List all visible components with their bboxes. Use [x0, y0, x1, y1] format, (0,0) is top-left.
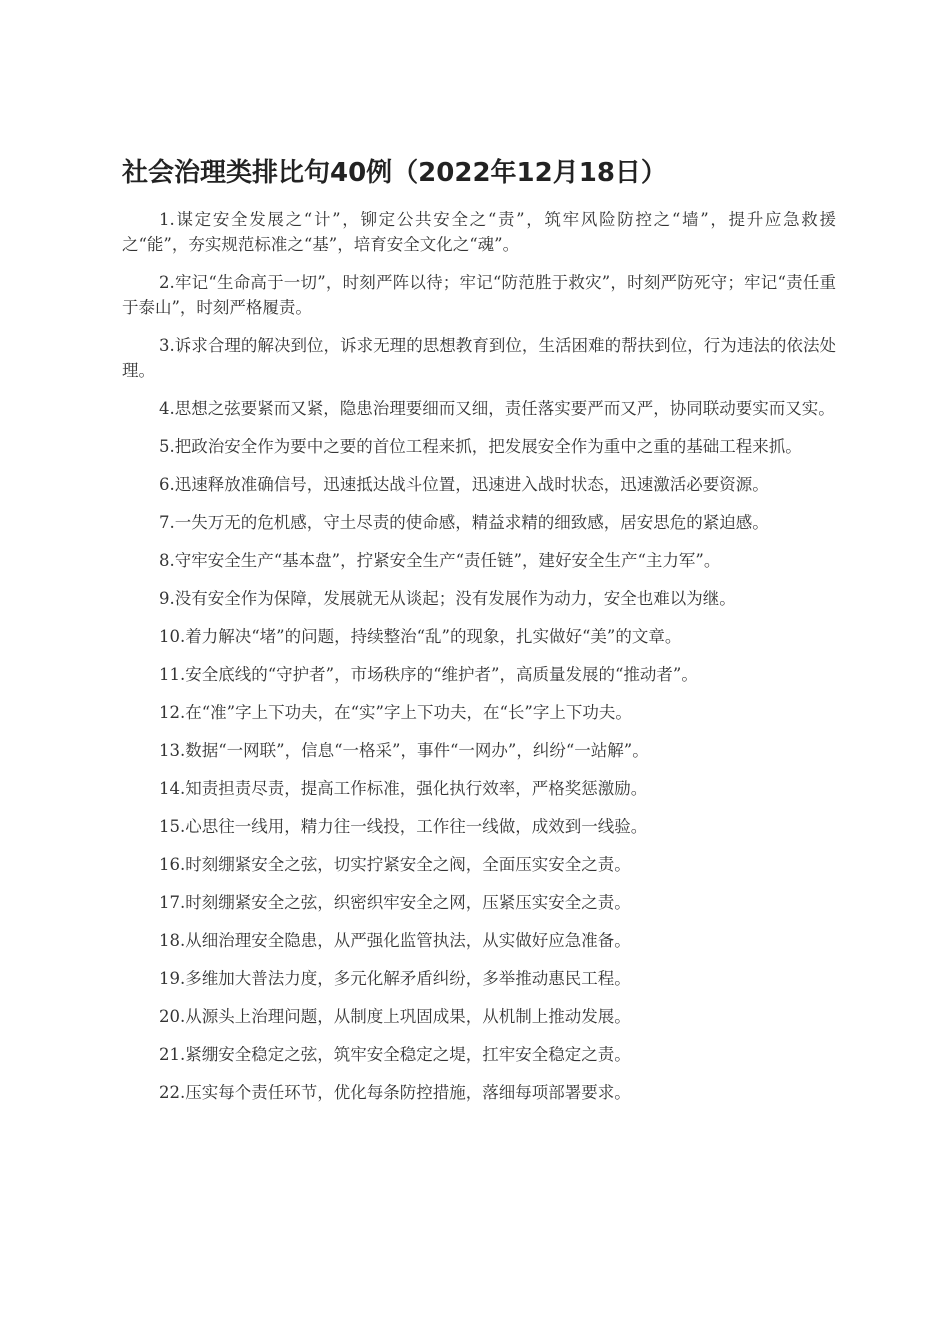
document-body: [122, 207, 836, 1118]
list-item: 19.多维加大普法力度，多元化解矛盾纠纷，多举推动惠民工程。: [159, 969, 631, 988]
list-item: 13.数据“一网联”，信息“一格采”，事件“一网办”，纠纷“一站解”。: [159, 741, 649, 760]
list-item: 18.从细治理安全隐患，从严强化监管执法，从实做好应急准备。: [159, 931, 631, 950]
list-item: 20.从源头上治理问题，从制度上巩固成果，从机制上推动发展。: [159, 1007, 631, 1026]
list-item: 17.时刻绷紧安全之弦，织密织牢安全之网，压紧压实安全之责。: [159, 893, 631, 912]
list-item: 10.着力解决“堵”的问题，持续整治“乱”的现象，扎实做好“美”的文章。: [159, 627, 682, 646]
list-item: 15.心思往一线用，精力往一线投，工作往一线做，成效到一线验。: [159, 817, 648, 836]
list-item: 11.安全底线的“守护者”，市场秩序的“维护者”，高质量发展的“推动者”。: [159, 665, 698, 684]
list-item: 1.谋定安全发展之“计”，铆定公共安全之“责”，筑牢风险防控之“墙”，提升应急救援之“能”，夯实规范标准之“基”，培育安全文化之“魂”。: [122, 210, 836, 254]
list-item: 5.把政治安全作为要中之要的首位工程来抓，把发展安全作为重中之重的基础工程来抓。: [159, 437, 802, 456]
list-item: 16.时刻绷紧安全之弦，切实拧紧安全之阀，全面压实安全之责。: [159, 855, 631, 874]
list-item: 21.紧绷安全稳定之弦，筑牢安全稳定之堤，扛牢安全稳定之责。: [159, 1045, 631, 1064]
list-item: 14.知责担责尽责，提高工作标准，强化执行效率，严格奖惩激励。: [159, 779, 648, 798]
list-item: 22.压实每个责任环节，优化每条防控措施，落细每项部署要求。: [159, 1083, 631, 1102]
list-item: 9.没有安全作为保障，发展就无从谈起；没有发展作为动力，安全也难以为继。: [159, 589, 736, 608]
list-item: 4.思想之弦要紧而又紧，隐患治理要细而又细，责任落实要严而又严，协同联动要实而又实。: [159, 399, 835, 418]
document-title: 社会治理类排比句40例（2022年12月18日）: [122, 158, 667, 188]
list-item: 8.守牢安全生产“基本盘”，拧紧安全生产“责任链”，建好安全生产“主力军”。: [159, 551, 721, 570]
list-item: 2.牢记“生命高于一切”，时刻严阵以待；牢记“防范胜于救灾”，时刻严防死守；牢记“责任重于泰山”，时刻严格履责。: [122, 273, 836, 317]
list-item: 6.迅速释放准确信号，迅速抵达战斗位置，迅速进入战时状态，迅速激活必要资源。: [159, 475, 769, 494]
list-item: 3.诉求合理的解决到位，诉求无理的思想教育到位，生活困难的帮扶到位，行为违法的依法处理。: [122, 336, 836, 380]
list-item: 12.在“准”字上下功夫，在“实”字上下功夫，在“长”字上下功夫。: [159, 703, 632, 722]
list-item: 7.一失万无的危机感，守土尽责的使命感，精益求精的细致感，居安思危的紧迫感。: [159, 513, 769, 532]
